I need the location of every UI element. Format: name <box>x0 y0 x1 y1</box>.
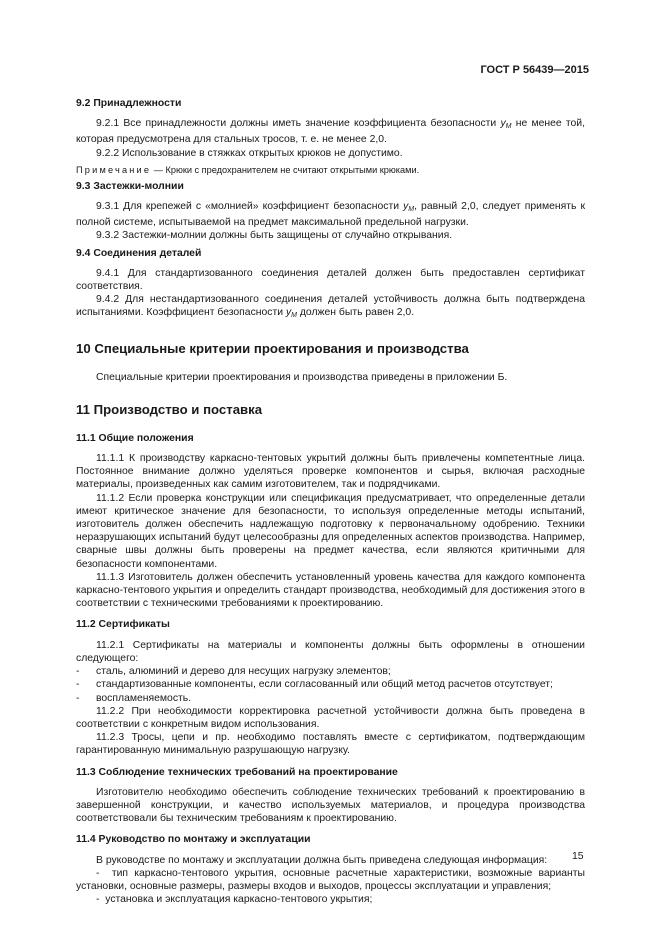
document-header: ГОСТ Р 56439—2015 <box>480 64 589 76</box>
section-11-3-title: 11.3 Соблюдение технических требований на проектирование <box>76 766 398 778</box>
paragraph-11-2-2: 11.2.2 При необходимости корректировка расчетной устойчивости должна быть проведена в соответствии с конкретным видом использования. <box>76 705 585 730</box>
list-item: - тип каркасно-тентового укрытия, основные расчетные характеристики, возможные варианты установки, основные размеры, размеры входов и выходов, процессы эксплуатации и управления; <box>76 867 586 892</box>
document-body <box>76 97 585 906</box>
paragraph-11-3: Изготовителю необходимо обеспечить соблюдение технических требований к проектированию в завершенной конструкции, и качество используемых материалов, и процедура производства соответствовали бы техническим требованиям к проектированию. <box>76 786 585 825</box>
section-10-title: 10 Специальные критерии проектирования и производства <box>76 340 469 356</box>
paragraph-11-4: В руководстве по монтажу и эксплуатации должна быть приведена следующая информация: <box>96 854 548 866</box>
section-9-4-title: 9.4 Соединения деталей <box>76 247 202 259</box>
list-item: - сталь, алюминий и дерево для несущих нагрузку элементов; <box>76 666 391 678</box>
paragraph-9-2-1: 9.2.1 Все принадлежности должны иметь значение коэффициента безопасности $y_M$ не менее той, которая предусмотрена для стальных тросов, т. е. не менее 2,0. <box>76 118 585 146</box>
paragraph-9-3-1: 9.3.1 Для крепежей с «молнией» коэффициент безопасности $y_M$, равный 2,0, следует применять к полной системе, испытываемой на предмет максимальной предельной нагрузки. <box>76 201 585 229</box>
list-item: - стандартизованные компоненты, если согласованный или общий метод расчетов отсутствует; <box>76 679 553 691</box>
list-item: - воспламеняемость. <box>76 692 192 704</box>
note-9-2: Примечание — Крюки с предохранителем не считают открытыми крюками. <box>76 164 420 175</box>
section-11-title: 11 Производство и поставка <box>76 401 263 417</box>
paragraph-11-2-3: 11.2.3 Тросы, цепи и пр. необходимо поставлять вместе с сертификатом, подтверждающим гарантированную минимальную разрушающую нагрузку. <box>76 732 585 757</box>
section-9-3-title: 9.3 Застежки-молнии <box>76 180 184 192</box>
paragraph-9-3-2: 9.3.2 Застежки-молнии должны быть защищены от случайно открывания. <box>96 230 453 242</box>
paragraph-9-4-2: 9.4.2 Для нестандартизованного соединения деталей устойчивость должна быть подтверждена испытаниями. Коэффициент безопасности $y_M$ должен быть равен 2,0. <box>76 294 585 320</box>
paragraph-10: Специальные критерии проектирования и производства приведены в приложении Б. <box>96 371 508 383</box>
list-item: - установка и эксплуатация каркасно-тентового укрытия; <box>96 894 373 906</box>
paragraph-11-1-1: 11.1.1 К производству каркасно-тентовых укрытий должны быть привлечены компетентные лица. Постоянное внимание должно уделяться проверке компонентов и сырья, включая расходные материалы, произведенных как самим изготовителем, так и подрядчиками. <box>76 453 585 491</box>
paragraph-11-1-2: 11.1.2 Если проверка конструкции или спецификация предусматривает, что определенные детали имеют критическое значение для безопасности, то используя определенные методы испытаний, изготовитель должен обеспечить надлежащую подготовку к первоначальному одобрению. Техники неразрушающих испытаний будут целесообразны для определенных аспектов производства. Например, сварные швы должны быть проверены на предмет качества, если являются критичными для безопасности компонентами. <box>76 492 585 570</box>
section-11-1-title: 11.1 Общие положения <box>76 432 194 444</box>
section-11-2-title: 11.2 Сертификаты <box>76 619 170 631</box>
section-9-2-title: 9.2 Принадлежности <box>76 98 182 109</box>
paragraph-11-1-3: 11.1.3 Изготовитель должен обеспечить установленный уровень качества для каждого компонента каркасно-тентового укрытия и определить стандарт производства, необходимый для достижения этого в соответствии с техническими требованиями к проектированию. <box>76 571 585 610</box>
section-11-4-title: 11.4 Руководство по монтажу и эксплуатации <box>76 834 311 846</box>
page-number: 15 <box>572 851 584 862</box>
paragraph-9-2-2: 9.2.2 Использование в стяжках открытых крюков не допустимо. <box>96 147 403 159</box>
paragraph-9-4-1: 9.4.1 Для стандартизованного соединения деталей должен быть предоставлен сертификат соответствия. <box>76 267 585 293</box>
paragraph-11-2-1: 11.2.1 Сертификаты на материалы и компоненты должны быть оформлены в отношении следующего: <box>76 639 585 664</box>
